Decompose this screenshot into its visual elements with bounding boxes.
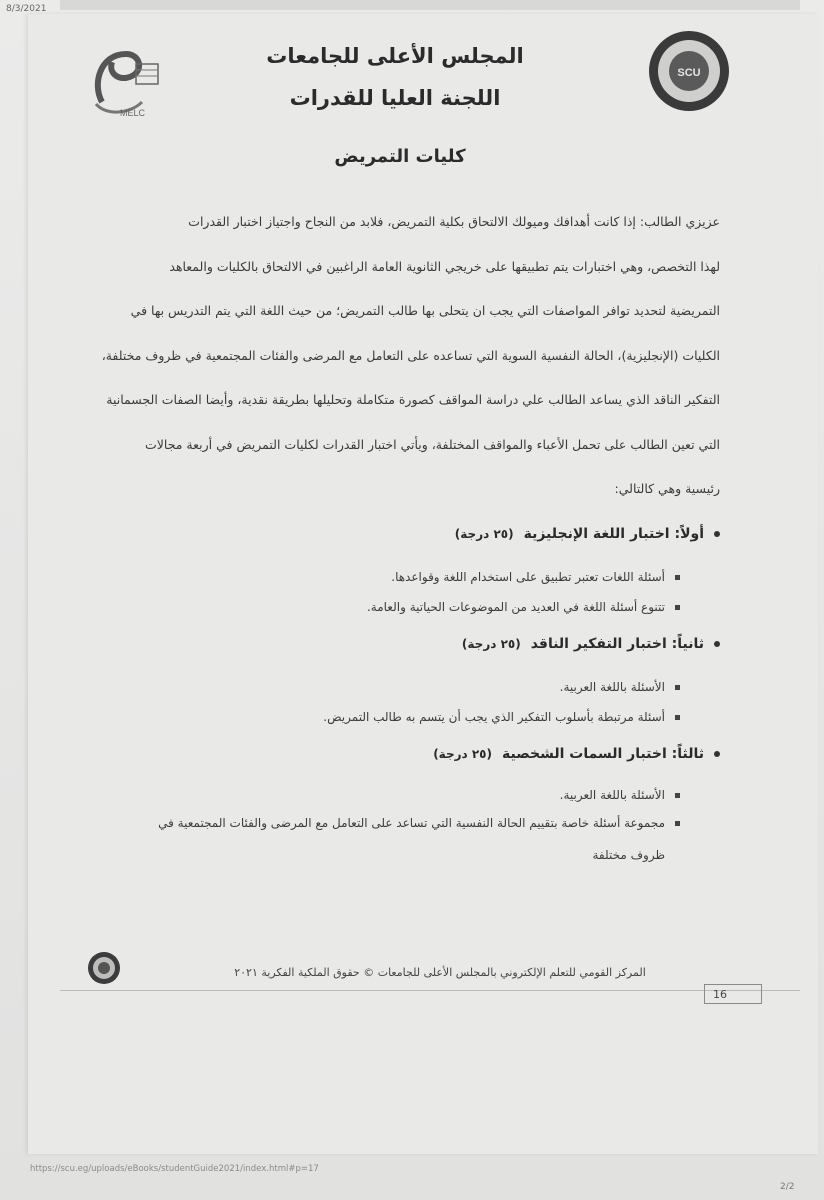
bullet-dot-icon xyxy=(714,531,720,537)
intro-line: عزيزي الطالب: إذا كانت أهدافك وميولك الالتحاق بكلية التمريض، فلابد من النجاح واجتياز اختبار القدرات xyxy=(188,214,720,229)
section-grade: (٢٥ درجة) xyxy=(433,747,492,761)
bullet-text: أسئلة اللغات تعتبر تطبيق على استخدام اللغة وقواعدها. xyxy=(391,570,665,584)
bullet-text: الأسئلة باللغة العربية. xyxy=(559,788,665,802)
intro-line: التفكير الناقد الذي يساعد الطالب علي دراسة المواقف كصورة متكاملة وتحليلها بطريقة نقدية، وأيضا الصفات الجسمانية xyxy=(106,392,720,407)
scu-seal-icon xyxy=(646,28,732,114)
bullet-square-icon xyxy=(675,605,680,610)
section-personality-bullet-continuation xyxy=(120,840,680,870)
intro-line: لهذا التخصص، وهي اختبارات يتم تطبيقها على خريجي الثانوية العامة الراغبين في الالتحاق بالكليات والمعاهد xyxy=(169,258,720,274)
bullet-square-icon xyxy=(675,575,680,580)
section-english-bullet xyxy=(120,562,680,592)
page-url: https://scu.eg/uploads/eBooks/studentGuide2021/index.html#p=17 xyxy=(30,1164,319,1174)
committee-title: اللجنة العليا للقدرات xyxy=(289,86,501,110)
bullet-text: الأسئلة باللغة العربية. xyxy=(559,680,665,694)
section-personality-bullet xyxy=(120,808,680,838)
bullet-text: أسئلة مرتبطة بأسلوب التفكير الذي يجب أن يتسم به طالب التمريض. xyxy=(323,710,665,724)
page-top-strip xyxy=(60,0,800,10)
footer-seal-icon xyxy=(86,950,122,986)
bullet-dot-icon xyxy=(714,751,720,757)
bullet-square-icon xyxy=(675,793,680,798)
section-critical-thinking-heading xyxy=(240,636,720,652)
section-title: ثانياً: اختبار التفكير الناقد xyxy=(530,636,704,652)
section-grade: (٢٥ درجة) xyxy=(454,527,514,541)
intro-line: رئيسية وهي كالتالي: xyxy=(614,481,720,496)
melc-logo-text: MELC xyxy=(120,108,146,118)
browser-date: 8/3/2021 xyxy=(6,4,47,14)
section-grade: (٢٥ درجة) xyxy=(461,637,521,651)
footer-copyright: المركز القومي للتعلم الإلكتروني بالمجلس الأعلى للجامعات © حقوق الملكية الفكرية ٢٠٢١ xyxy=(234,966,646,979)
section-critical-thinking-bullet xyxy=(120,702,680,732)
bullet-square-icon xyxy=(675,715,680,720)
intro-line: التمريضية لتحديد توافر المواصفات التي يجب ان يتحلى بها طالب التمريض؛ من حيث اللغة التي يتم التدريس بها في xyxy=(130,303,720,318)
footer-divider xyxy=(60,990,800,991)
section-critical-thinking-bullet xyxy=(120,672,680,702)
bullet-text: تتنوع أسئلة اللغة في العديد من الموضوعات الحياتية والعامة. xyxy=(366,600,665,614)
intro-line: التي تعين الطالب على تحمل الأعباء والمواقف المختلفة، ويأتي اختبار القدرات لكليات التمريض في أربعة مجالات xyxy=(144,436,720,452)
scu-seal-text: SCU xyxy=(677,67,701,79)
bullet-dot-icon xyxy=(714,641,720,647)
print-page-count: 2/2 xyxy=(780,1182,795,1192)
section-personality-bullet xyxy=(120,780,680,810)
section-english-bullet xyxy=(120,592,680,622)
intro-line: الكليات (الإنجليزية)، الحالة النفسية السوية التي تساعده على التعامل مع المرضى والفئات المجتمعية في ظروف مختلفة، xyxy=(101,347,720,363)
section-english-heading xyxy=(240,526,720,542)
page-number: 16 xyxy=(704,984,762,1004)
page-subtitle: كليات التمريض xyxy=(334,146,466,167)
bullet-text: ظروف مختلفة xyxy=(592,848,665,862)
section-title: ثالثاً: اختبار السمات الشخصية xyxy=(501,746,704,762)
bullet-text: مجموعة أسئلة خاصة بتقييم الحالة النفسية التي تساعد على التعامل مع المرضى والفئات المجتمعية في xyxy=(158,816,665,830)
council-title: المجلس الأعلى للجامعات xyxy=(266,44,524,68)
section-personality-heading xyxy=(240,746,720,762)
bullet-square-icon xyxy=(675,821,680,826)
melc-logo-icon xyxy=(82,44,174,124)
intro-paragraph xyxy=(90,200,720,512)
bullet-square-icon xyxy=(675,685,680,690)
section-title: أولاً: اختبار اللغة الإنجليزية xyxy=(523,526,704,542)
